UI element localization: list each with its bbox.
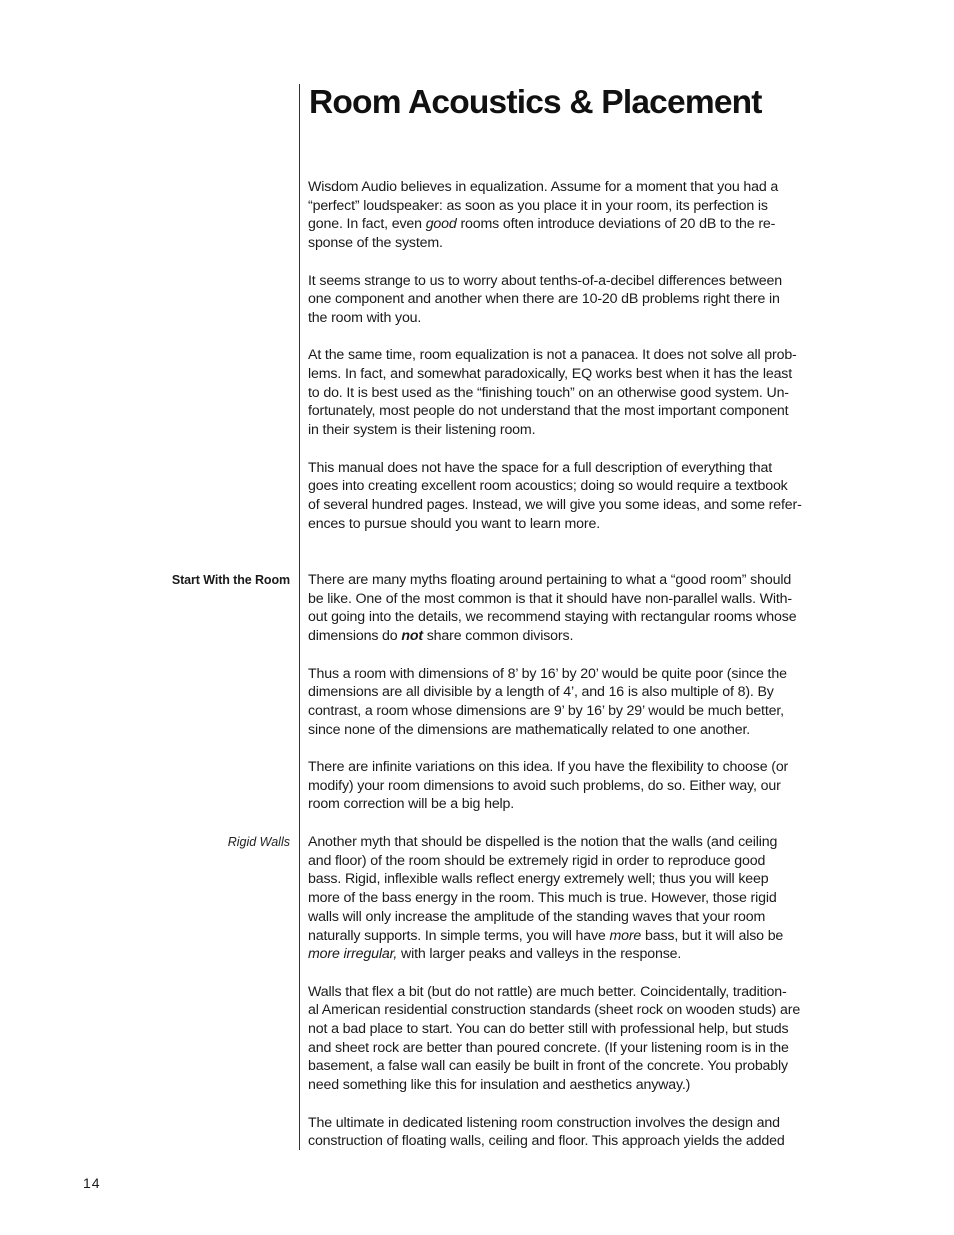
vertical-rule bbox=[299, 84, 300, 1150]
page-number: 14 bbox=[83, 1175, 101, 1191]
section1-paragraph-1: There are many myths floating around pertaining to what a “good room” should be like. One of the most common is that it should have non-parallel walls. With- out going into the details, we recommend staying with rectangular rooms whose dimensions do not share common divisors. bbox=[308, 572, 797, 645]
section-heading-start-with-the-room: Start With the Room bbox=[171, 573, 290, 587]
section1-paragraph-3: There are infinite variations on this idea. If you have the flexibility to choose (or modify) your room dimensions to avoid such problems, do so. Either way, our room correction will be a big help. bbox=[308, 759, 789, 813]
section2-paragraph-3: The ultimate in dedicated listening room construction involves the design and construction of floating walls, ceiling and floor. This approach yields the added bbox=[308, 1114, 785, 1150]
section-heading-rigid-walls: Rigid Walls bbox=[227, 835, 290, 849]
section2-paragraph-2: Walls that flex a bit (but do not rattle) are much better. Coincidentally, tradition- al American residential construction standards (sheet rock on wooden studs) are not a bad place to start. You can do better still with professional help, but studs and sheet rock are better than poured concrete. (If your listening room is in the basement, a false wall can easily be built in front of the concrete. You probably need something like this for insulation and aesthetics anyway.) bbox=[308, 983, 801, 1094]
section1-paragraph-2: Thus a room with dimensions of 8’ by 16’ by 20’ would be quite poor (since the dimensions are all divisible by a length of 4’, and 16 is also multiple of 8). By contrast, a room whose dimensions are 9’ by 16’ by 29’ would be much better, since none of the dimensions are mathematically related to one another. bbox=[308, 665, 787, 738]
intro-section bbox=[308, 178, 848, 552]
intro-paragraph-4: This manual does not have the space for a full description of everything that goes into creating excellent room acoustics; doing so would require a textbook of several hundred pages. Instead, we will give you some ideas, and some refer- ences to pursue should you want to learn more. bbox=[308, 459, 802, 532]
section-start-with-the-room bbox=[308, 571, 848, 833]
section2-paragraph-1: Another myth that should be dispelled is the notion that the walls (and ceiling and floor) of the room should be extremely rigid in order to reproduce good bass. Rigid, inflexible walls reflect energy extremely well; thus you will keep more of the bass energy in the room. This much is true. However, those rigid walls will only increase the amplitude of the standing waves that your room naturally supports. In simple terms, you will have more bass, but it will also be more irregular, with larger peaks and valleys in the response. bbox=[308, 834, 784, 963]
intro-paragraph-3: At the same time, room equalization is not a panacea. It does not solve all prob- lems. In fact, and somewhat paradoxically, EQ works best when it has the least to do. It is best used as the “finishing touch” on an otherwise good system. Un- fortunately, most people do not understand that the most important component in their system is their listening room. bbox=[308, 347, 797, 439]
page-title: Room Acoustics & Placement bbox=[309, 84, 762, 121]
intro-paragraph-2: It seems strange to us to worry about tenths-of-a-decibel differences between one component and another when there are 10-20 dB problems right there in the room with you. bbox=[308, 272, 782, 326]
section-rigid-walls bbox=[308, 833, 848, 1170]
intro-paragraph-1: Wisdom Audio believes in equalization. Assume for a moment that you had a “perfect” loudspeaker: as soon as you place it in your room, its perfection is gone. In fact, even good rooms often introduce deviations of 20 dB to the re- sponse of the system. bbox=[308, 179, 779, 252]
